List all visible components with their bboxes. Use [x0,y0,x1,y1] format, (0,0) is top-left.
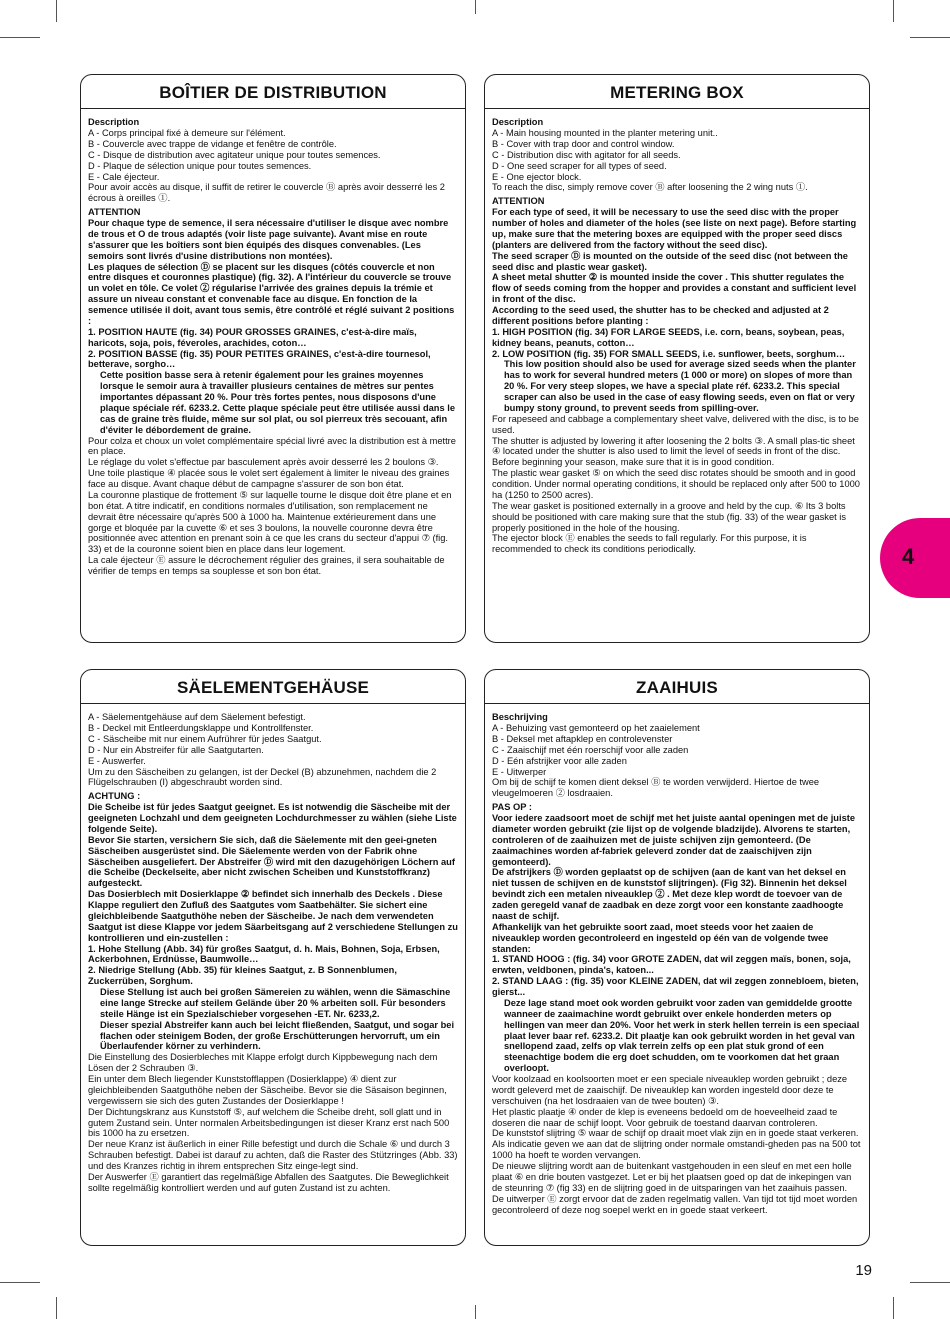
paragraph: Deze lage stand moet ook worden gebruikt voor zaden van gemiddelde grootte wanneer de zaaimachine wordt gebruikt over enkele honderden meters op hellingen van meer dan 20%. Voor het werk in sterk hellen terrein is een speciaal plaat lever baar ref. 6233.2. Dit plaatje kan ook gebruikt worden in het geval van snellopend zaad, zelfs op vlak terrein zelfs op een plat stuk grond of een steenachtige bodem die erg doet schudden, om te voorkomen dat het graan overloopt. [504,997,860,1074]
paragraph: The plastic wear gasket ⑤ on which the seed disc rotates should be smooth and in good condition. Under normal operating conditions, it should be replaced only after 500 to 1000 ha (1250 to 2500 acres). [492,468,860,500]
paragraph: C - Zaaischijf met één roerschijf voor alle zaden [492,744,689,755]
paragraph: Cette position basse sera à retenir également pour les graines moyennes lorsque le semoir aura à travailler plusieurs centaines de mètres sur pentes importantes dépassant 20 %. Pour très fortes pentes, nous disposons d'une plaque spéciale réf. 6233.2. Cette plaque spéciale peut être utilisée aussi dans le cas de graine très fluide, même sur sol plat, ou sol pierreux très secouant, afin d'éviter le débordement de graine. [100,370,455,435]
list-item: 2. LOW POSITION (fig. 35) FOR SMALL SEEDS, i.e. sunflower, beets, sorghum… [492,348,846,359]
paragraph: For rapeseed and cabbage a complementary sheet valve, delivered with the disc, is to be used. [492,413,859,435]
paragraph: The ejector block Ⓔ enables the seeds to fall regularly. For this purpose, it is recommended to check its conditions periodically. [492,533,807,555]
german-title: SÄELEMENTGEHÄUSE [88,678,458,704]
paragraph: Afhankelijk van het gebruikte soort zaad, moet steeds voor het zaaien de niveauklep worden gecontroleerd en ingesteld op één van de volgende twee standen: [492,921,829,954]
paragraph: Description [88,117,140,128]
english-title: METERING BOX [492,83,862,109]
paragraph: La couronne plastique de frottement ⑤ sur laquelle tourne le disque doit être plane et en bon état. A titre indicatif, en conditions normales d'utilisation, son remplacement ne devrait être nécessaire qu'après 500 à 1000 ha. Maintenue extérieurement dans une gorge et bloquée par la cuvette ⑥ et ses 3 boulons, la nouvelle couronne devra être positionnée avec attention en prenant soin à ce que les crans du secteur d'appui ⑦ (fig. 33) et de la couronne soient bien en place dans leur logement. [88,489,452,555]
french-title: BOÎTIER DE DISTRIBUTION [88,83,458,109]
page-number: 19 [855,1262,872,1279]
paragraph: According to the seed used, the shutter has to be checked and adjusted at 2 different positions before planting : [492,305,829,326]
crop-mark [475,0,476,14]
attention-heading: PAS OP : [492,802,532,813]
attention-heading: ATTENTION [88,207,141,218]
crop-mark [56,1297,57,1319]
list-item: 1. STAND HOOG : (fig. 34) voor GROTE ZADEN, dat wil zeggen maïs, bonen, soja, erwten, veldbonen, pinda's, katoen... [492,954,851,976]
list-item: 1. POSITION HAUTE (fig. 34) POUR GROSSES GRAINES, c'est-à-dire maïs, haricots, soja, pois, féveroles, arachides, coton… [88,326,417,348]
paragraph: E - Uitwerper [492,766,547,777]
paragraph: Le réglage du volet s'effectue par basculement après avoir desserré les 2 boulons ③. [88,457,439,468]
dutch-title: ZAAIHUIS [492,678,862,704]
paragraph: B - Deckel mit Entleerdungsklappe und Kontrollfenster. [88,723,314,734]
english-section [484,74,870,643]
paragraph: E - Auswerfer. [88,755,146,766]
paragraph: Voor iedere zaadsoort moet de schijf met het juiste aantal openingen met de juiste diameter worden gebruikt (zie lijst op de volgende bladzijde). Alvorens te starten, controleren of de zaaihuizen met de juiste schijven zijn gemonteerd. (De zaaimachines worden af-fabriek geleverd zonder dat de zaaischijven zijn gemonteerd). [492,813,856,867]
paragraph: Die Scheibe ist für jedes Saatgut geeignet. Es ist notwendig die Säscheibe mit der geeigneten Lochzahl und dem geeigneten Lochdurchmesser zu wählen (siehe Liste folgende Seite). [88,802,457,834]
paragraph: Voor koolzaad en koolsoorten moet er een speciale niveauklep worden gebruikt ; deze wordt geleverd met de zaaischijf. De niveauklep kan worden ingesteld door deze te verschuiven (na het losdraaien van de twee bouten) ③. [492,1074,848,1106]
paragraph: B - Cover with trap door and control window. [492,138,675,149]
paragraph: To reach the disc, simply remove cover Ⓑ after loosening the 2 wing nuts ①. [492,182,808,193]
crop-mark [56,0,57,22]
list-item: 2. Niedrige Stellung (Abb. 35) für kleines Saatgut, z. B Sonnenblumen, Zuckerrüben, Sorghum. [88,965,397,987]
paragraph: D - Eén afstrijker voor alle zaden [492,755,627,766]
paragraph: Description [492,117,544,128]
paragraph: The shutter is adjusted by lowering it after loosening the 2 bolts ③. A small plas-tic sheet ④ located under the shutter is also used to limit the level of seeds in front of the disc. Before beginning your season, make sure that it is in good condition. [492,435,855,468]
crop-mark [475,1305,476,1319]
paragraph: Bevor Sie starten, versichern Sie sich, daß die Säelemente mit den geei-gneten Säscheiben ausgerüstet sind. Die Säelemente werden von der Fabrik ohne Säscheiben ausgeliefert. Der Abstreifer Ⓓ wird mit den dazugehörigen Löchern auf die Scheibe (Deckelseite, aber nicht zwischen Scheiben und Kunststoffkranz) aufgesteckt. [88,834,455,889]
paragraph: Der Dichtungskranz aus Kunststoff ⑤, auf welchem die Scheibe dreht, soll glatt und in gutem Zustand sein. Unter normalen Arbeitsbedingungen ist dieser Kranz erst nach 500 bis 1000 ha zu ersetzen. [88,1106,450,1139]
paragraph: The seed scraper Ⓓ is mounted on the outside of the seed disc (not between the seed disc and plastic wear gasket). [492,250,848,272]
paragraph: E - Cale éjecteur. [88,171,160,182]
crop-mark [893,1297,894,1319]
paragraph: De afstrijkers Ⓓ worden geplaatst op de schijven (aan de kant van het deksel en niet tussen de schijven en de kunststof slijtringen). (Fig 32). Binnenin het deksel bevindt zich een metalen niveauklep ② . Met deze klep wordt de toevoer van de zaden geregeld vanaf de zaadbak en deze zorgt voor een konstante zaadhoogte naast de schijf. [492,867,847,921]
paragraph: Diese Stellung ist auch bei großen Sämereien zu wählen, wenn die Sämaschine eine lange Strecke auf steilem Gelände über 20 % arbeiten soll. Für besonders steile Hänge ist ein Spezialschieber vorgesehen -ET. Nr. 6233,2. [100,987,451,1019]
dutch-section [484,669,870,1246]
french-section [80,74,466,643]
paragraph: Das Dosierblech mit Dosierklappe ② befindet sich innerhalb des Deckels . Diese Klappe reguliert den Zufluß des Saatgutes vom Saatbehälter. Sie sichert eine gleichbleibende Saatguthöhe neben der Säscheibe. Je nach dem verwendeten Saatgut ist diese Klappe vor jedem Säarbeitsgang auf 2 verschiedene Stellungen zu kontrollieren und ein-zustellen : [88,889,458,943]
paragraph: The wear gasket is positioned externally in a groove and held by the cup. ⑥ Its 3 bolts should be positioned with care making sure that the stub (fig. 33) of the wear gasket is properly positioned in the hole of the housing. [492,500,846,533]
paragraph: Der neue Kranz ist äußerlich in einer Rille befestigt und durch die Schale ⑥ und durch 3 Schrauben befestigt. Dabei ist darauf zu achten, daß die Raster des Stützringes (Abb. 33) und des Kranzes richtig in ihrem entsprechen Sitz einge-legt sind. [88,1139,458,1172]
paragraph: Ein unter dem Blech liegender Kunststofflappen (Dosierklappe) ④ dient zur gleichbleibenden Saatguthöhe neben der Säscheibe. Bevor sie die Säsaison beginnen, vergewissern sie sich des guten Zustandes der Dosierklappe ! [88,1074,447,1106]
paragraph: Beschrijving [492,712,548,723]
paragraph: Dieser spezial Abstreifer kann auch bei leicht fließenden, Saatgut, und sogar bei flachen oder steinigem Boden, der große Erschütterungen hervorruft, um ein Überlaufender körner zu verhindern. [100,1019,455,1052]
attention-heading: ACHTUNG : [88,791,141,802]
paragraph: A - Säelementgehäuse auf dem Säelement befestigt. [88,712,306,723]
paragraph: C - Distribution disc with agitator for all seeds. [492,149,681,160]
crop-mark [910,1282,950,1283]
list-item: 2. POSITION BASSE (fig. 35) POUR PETITES GRAINES, c'est-à-dire tournesol, betterave, sorgho… [88,348,431,370]
list-item: 1. HIGH POSITION (fig. 34) FOR LARGE SEEDS, i.e. corn, beans, soybean, peas, kidney beans, peanuts, cotton… [492,326,845,348]
section-tab [880,518,950,598]
paragraph: D - One seed scraper for all types of seed. [492,160,667,171]
paragraph: A - Behuizing vast gemonteerd op het zaaielement [492,723,700,734]
paragraph: This low position should also be used for average sized seeds when the planter has to work for several hundred meters (1 000 or more) on slopes of more than 20 %. For very steep slopes, we have a special plate réf. 6233.2. This special scraper can also be used in the case of easy flowing seeds, even on flat or very bumpy stony ground, to prevent seeds from spilling-over. [504,359,856,413]
paragraph: La cale éjecteur Ⓔ assure le décrochement régulier des graines, il sera souhaitable de vérifier de temps en temps sa souplesse et son bon état. [88,555,445,577]
paragraph: Les plaques de sélection Ⓓ se placent sur les disques (côtés couvercle et non entre disques et couronnes plastique) (fig. 32). A l'intérieur du couvercle se trouve un volet en tôle. Ce volet ② régularise l'arrivée des graines depuis la trémie et assure un niveau constant et convenable face au disque. En fonction de la semence utilisée il doit, avant tous semis, être contrôlé et réglé suivant 2 positions : [88,261,455,326]
attention-heading: ATTENTION [492,196,545,207]
crop-mark [910,37,950,38]
paragraph: E - One ejector block. [492,171,582,182]
paragraph: Pour chaque type de semence, il sera nécessaire d'utiliser le disque avec nombre de trous et O de trous adaptés (voir liste page suivante). Avant mise en route s'assurer que les boîtiers sont bien équipés des disques convenables. (Les semoirs sont livrés d'usine distributions non montées). [88,218,449,261]
section-tab-number: 4 [902,544,915,569]
paragraph: Une toile plastique ④ placée sous le volet sert également à limiter le niveau des graines face au disque. Avant chaque début de campagne s'assurer de son bon état. [88,468,450,490]
list-item: 2. STAND LAAG : (fig. 35) voor KLEINE ZADEN, dat wil zeggen zonnebloem, bieten, gierst... [492,976,859,998]
crop-mark [893,0,894,22]
paragraph: A sheet metal shutter ② is mounted inside the cover . This shutter regulates the flow of seeds coming from the hopper and provides a constant and sufficient level in front of the disc. [492,272,857,305]
paragraph: A - Corps principal fixé à demeure sur l'élément. [88,128,286,139]
paragraph: Pour colza et choux un volet complémentaire spécial livré avec la distribution est à mettre en place. [88,435,456,457]
german-section [80,669,466,1246]
paragraph: B - Couvercle avec trappe de vidange et fenêtre de contrôle. [88,138,337,149]
paragraph: B - Deksel met aftapklep en controlevenster [492,733,673,744]
paragraph: For each type of seed, it will be necessary to use the seed disc with the proper number of holes and diameter of the holes (see liste on next page). Before starting up, make sure that the metering boxes are equipped with the proper seed discs (planters are delivered from the factory without the seed disc). [492,207,857,250]
paragraph: D - Plaque de sélection unique pour toutes semences. [88,160,312,171]
paragraph: Um zu den Säscheiben zu gelangen, ist der Deckel (B) abzunehmen, nachdem die 2 Flügelschrauben (I) abgeschraubt worden sind. [88,766,437,788]
paragraph: Pour avoir accès au disque, il suffit de retirer le couvercle Ⓑ après avoir desserré les 2 écrous à oreilles ①. [88,182,445,204]
paragraph: De nieuwe slijtring wordt aan de buitenkant vastgehouden in een sleuf en met een holle plaat ⑥ en drie bouten vastgezet. Let er bij het plaatsen goed op dat de inkepingen van de steunring ⑦ (fig 33) en de slijtring goed in de uitsparingen van het zaaihuis passen. [492,1161,852,1193]
crop-mark [0,37,40,38]
paragraph: De kunststof slijtring ⑤ waar de schijf op draait moet vlak zijn en in goede staat verkeren. Als indicatie geven we aan dat de slijtring onder normale omstandi-gheden pas na 500 tot 1000 ha hoeft te worden vervangen. [492,1128,861,1161]
list-item: 1. Hohe Stellung (Abb. 34) für großes Saatgut, d. h. Mais, Bohnen, Soja, Erbsen, Ackerbohnen, Erdnüsse, Baumwolle… [88,943,440,965]
paragraph: Om bij de schijf te komen dient deksel Ⓑ te worden verwijderd. Hiertoe de twee vleugelmoeren ② losdraaien. [492,777,820,799]
paragraph: Der Auswerfer Ⓔ garantiert das regelmäßige Abfallen des Saatgutes. Die Beweglichkeit sollte regelmäßig kontrolliert werden und auf guten Zustand ist zu achten. [88,1171,449,1193]
paragraph: D - Nur ein Abstreifer für alle Saatgutarten. [88,744,264,755]
paragraph: C - Säscheibe mit nur einem Aufrührer für jedes Saatgut. [88,733,322,744]
paragraph: De uitwerper Ⓔ zorgt ervoor dat de zaden regelmatig vallen. Van tijd tot tijd moet worden gecontroleerd of deze nog soepel werkt en in goede staat verkeert. [492,1193,858,1215]
paragraph: C - Disque de distribution avec agitateur unique pour toutes semences. [88,149,381,160]
paragraph: Die Einstellung des Dosierbleches mit Klappe erfolgt durch Kippbewegung nach dem Lösen der 2 Schrauben ③. [88,1052,438,1074]
paragraph: Het plastic plaatje ④ onder de klep is eveneens bedoeld om de hoeveelheid zaad te doseren die naar de schijf loopt. Voor gebruik de toestand daarvan controleren. [492,1106,838,1128]
crop-mark [0,1282,40,1283]
paragraph: A - Main housing mounted in the planter metering unit.. [492,128,718,139]
